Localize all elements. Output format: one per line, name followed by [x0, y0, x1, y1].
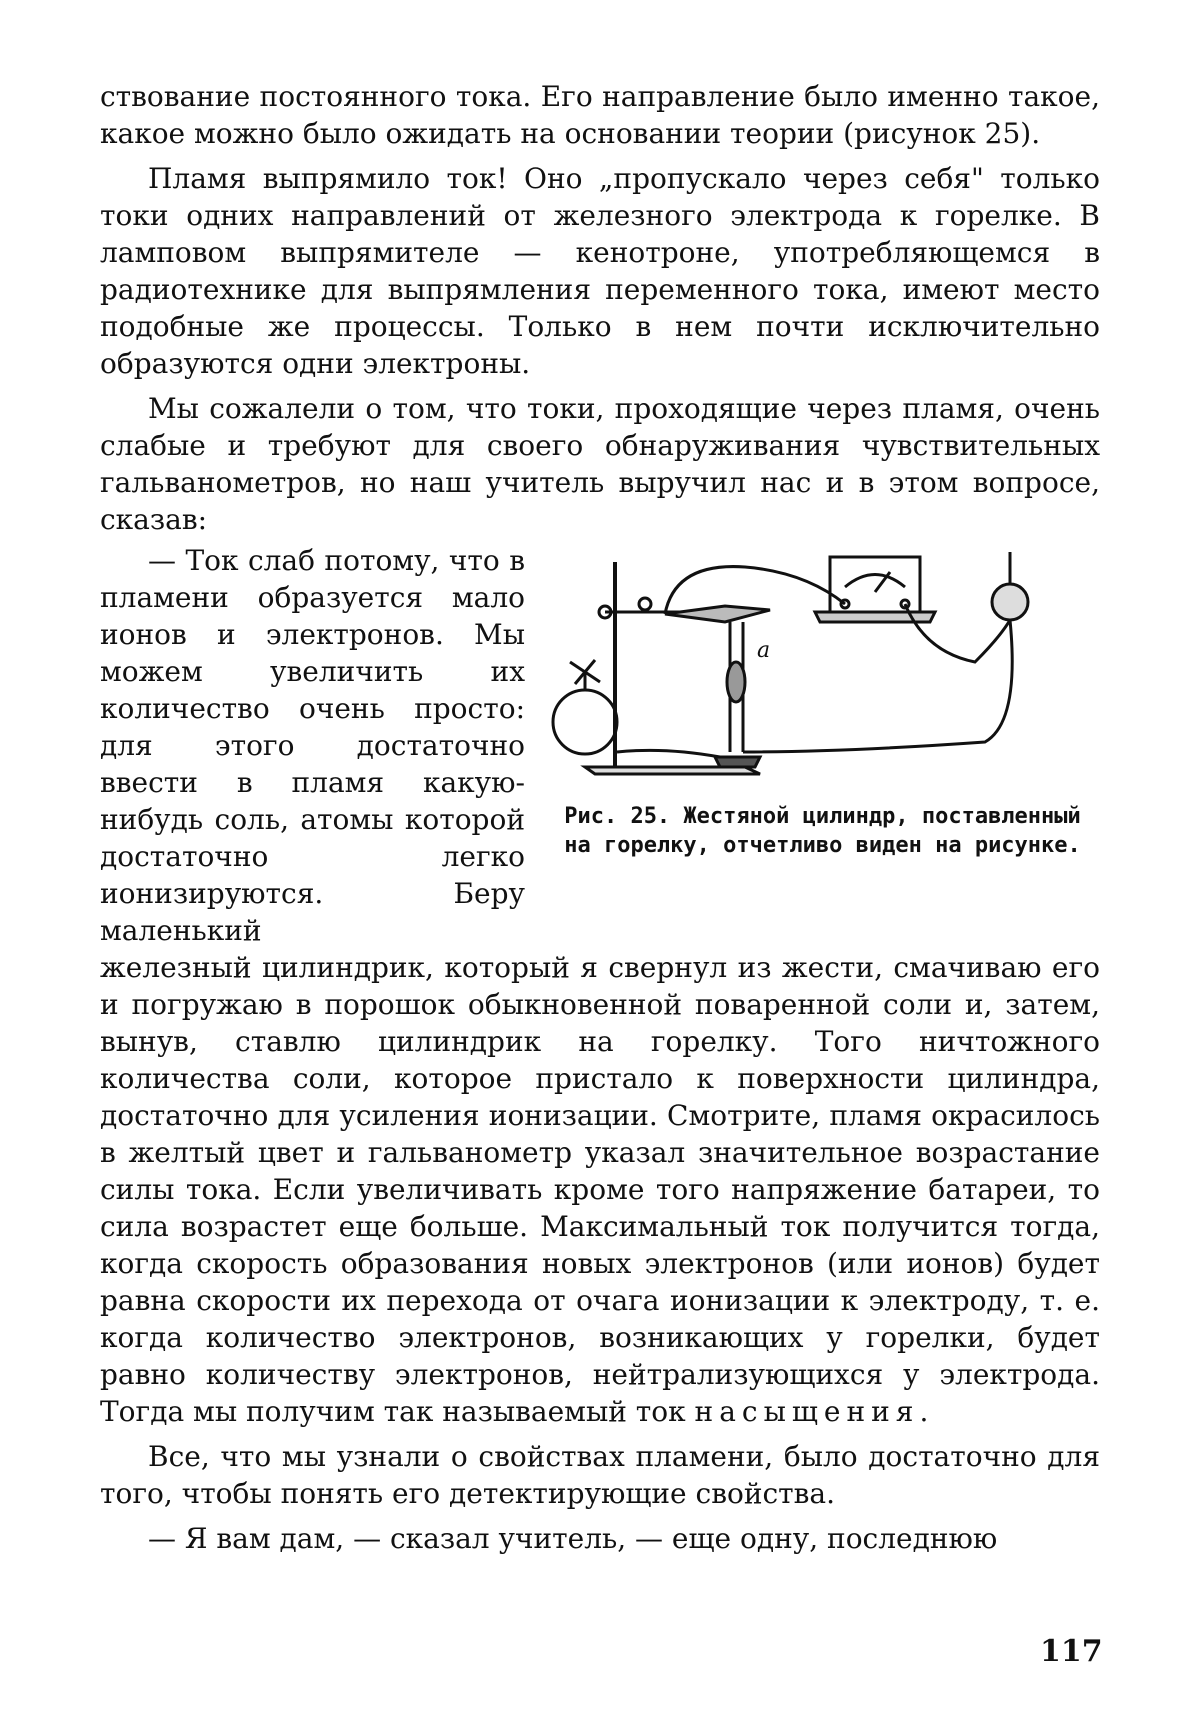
paragraph-4-left: — Ток слаб потому, что в пламени образуется мало ионов и электронов. Мы можем увеличить их количество очень просто: для этого достаточно ввести в пламя какую-нибудь соль, атомы которой достаточно легко ионизируются. Беру маленький — [100, 544, 525, 947]
paragraph-4-rest: железный цилиндрик, который я свернул из жести, смачиваю его и погружаю в порошок обыкновенной поваренной соли и, затем, вынув, ставлю цилиндрик на горелку. Того ничтожного количества соли, которое пристало к поверхности цилиндра, достаточно для усиления ионизации. Смотрите, пламя окрасилось в желтый цвет и гальванометр указал значительное возрастание силы тока. Если увеличивать кроме того напряжение батареи, то сила возрастет еще больше. Максимальный ток получится тогда, когда скорость образования новых электронов (или ионов) будет равна скорости их перехода от очага ионизации к электроду, т. е. когда количество электронов, возникающих у горелки, будет равно количеству электронов, нейтрализующихся у электрода. Тогда мы получим так называемый ток — [100, 951, 1100, 1428]
paragraph-5: Все, что мы узнали о свойствах пламени, было достаточно для того, чтобы понять его детектирующие свойства. — [100, 1440, 1100, 1510]
figure-label-a: a — [757, 638, 771, 663]
paragraph-6: — Я вам дам, — сказал учитель, — еще одну, последнюю — [148, 1522, 998, 1555]
paragraph-3: Мы сожалели о том, что токи, проходящие через пламя, очень слабые и требуют для своего обнаруживания чувствительных гальванометров, но наш учитель выручил нас и в этом вопросе, сказав: — [100, 392, 1100, 536]
figure-caption: Рис. 25. Жестяной цилиндр, поставленный на горелку, отчетливо виден на рисунке. — [564, 804, 1081, 858]
paragraph-1: ствование постоянного тока. Его направление было именно такое, какое можно было ожидать на основании теории (рисунок 25). — [100, 80, 1100, 150]
paragraph-2: Пламя выпрямило ток! Оно „пропускало через себя" только токи одних направлений от железного электрода к горелке. В ламповом выпрямителе — кенотроне, употребляющемся в радиотехнике для выпрямления переменного тока, имеют место подобные же процессы. Только в нем почти исключительно образуются одни электроны. — [100, 162, 1100, 380]
apparatus-illustration — [545, 542, 1100, 792]
term-saturation: насыщения — [694, 1395, 920, 1428]
page-body — [100, 78, 1100, 1565]
figure-25 — [545, 542, 1100, 860]
paragraph-4-continued — [100, 949, 1100, 1430]
page-number: 117 — [1040, 1634, 1103, 1669]
paragraph-4-period: . — [919, 1395, 929, 1428]
figure-wrap-block — [100, 542, 1100, 949]
